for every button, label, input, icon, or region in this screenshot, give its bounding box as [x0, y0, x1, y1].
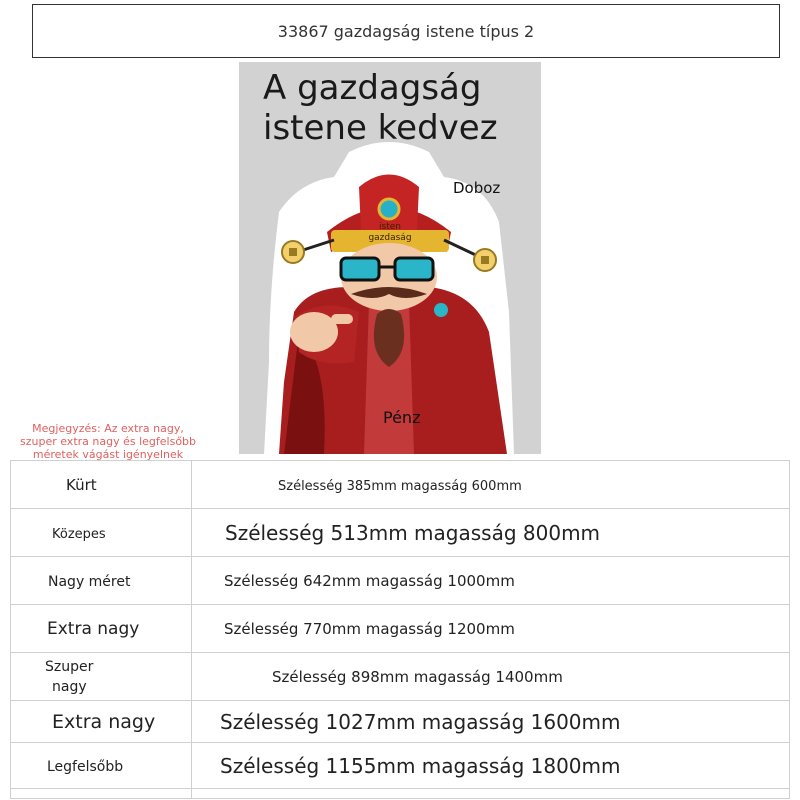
label-box: Doboz — [453, 179, 501, 197]
size-dims-cell — [192, 605, 790, 653]
size-dims: Szélesség 642mm magasság 1000mm — [224, 572, 515, 590]
table-row — [11, 701, 790, 743]
size-name-cell — [11, 605, 192, 653]
size-dims: Szélesség 385mm magasság 600mm — [278, 479, 522, 494]
size-dims: Szélesség 513mm magasság 800mm — [225, 520, 601, 545]
size-dims-cell — [192, 701, 790, 743]
size-name: Extra nagy — [47, 618, 140, 639]
size-name-line-1: Szuper — [45, 658, 94, 675]
product-title: 33867 gazdagság istene típus 2 — [277, 21, 535, 41]
size-dims: Szélesség 770mm magasság 1200mm — [224, 620, 515, 638]
size-name-cell — [11, 557, 192, 605]
size-name — [45, 657, 191, 697]
note-line-1: Megjegyzés: Az extra nagy, — [32, 422, 184, 435]
size-name-cell — [11, 701, 192, 743]
product-title-box — [32, 4, 780, 58]
size-name: Nagy méret — [48, 574, 131, 590]
note-line-3: méretek vágást igényelnek — [32, 448, 184, 461]
headline-line-1: A gazdagság — [263, 68, 482, 108]
size-dims-cell — [192, 789, 790, 799]
headline-line-2: istene kedvez — [263, 108, 498, 148]
table-row-partial — [11, 789, 790, 799]
size-dims-cell — [192, 653, 790, 701]
size-dims-cell — [192, 743, 790, 789]
size-name-cell — [11, 461, 192, 509]
size-name-line-2: nagy — [52, 678, 87, 695]
hat-text-line-1: isten — [379, 222, 401, 232]
size-dims: Szélesség 1155mm magasság 1800mm — [220, 753, 621, 778]
table-row — [11, 509, 790, 557]
size-dims-cell — [192, 557, 790, 605]
note-line-2: szuper extra nagy és legfelsőbb — [19, 435, 197, 448]
size-dims-cell — [192, 461, 790, 509]
table-row — [11, 743, 790, 789]
cutting-note — [8, 422, 208, 461]
table-row — [11, 557, 790, 605]
size-name: Közepes — [52, 527, 106, 542]
table-row — [11, 605, 790, 653]
product-image — [239, 62, 541, 454]
size-name-cell — [11, 509, 192, 557]
size-name-cell — [11, 789, 192, 799]
size-dims: Szélesség 1027mm magasság 1600mm — [220, 709, 621, 734]
size-name: Kürt — [66, 476, 97, 494]
hat-text-line-2: gazdaság — [368, 233, 412, 243]
size-table — [10, 460, 790, 799]
size-name-cell — [11, 743, 192, 789]
product-headline — [263, 68, 498, 148]
size-name-cell — [11, 653, 192, 701]
table-row — [11, 461, 790, 509]
size-dims-cell — [192, 509, 790, 557]
table-row — [11, 653, 790, 701]
size-dims: Szélesség 898mm magasság 1400mm — [272, 668, 563, 686]
size-name: Extra nagy — [52, 710, 156, 733]
label-money: Pénz — [383, 408, 421, 427]
size-name: Legfelsőbb — [47, 759, 124, 775]
hat-text — [361, 222, 419, 244]
